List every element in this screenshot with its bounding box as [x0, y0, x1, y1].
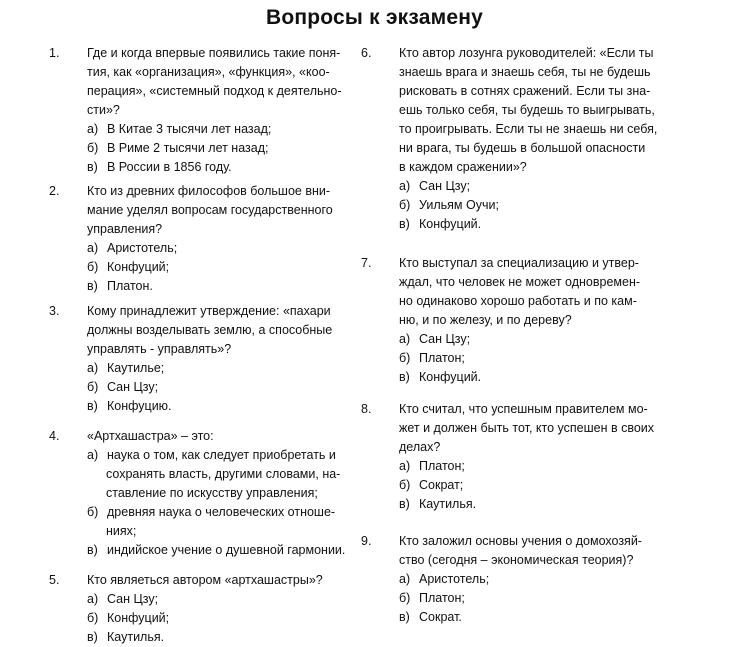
- answer-option: [87, 541, 345, 560]
- answer-option: [87, 139, 268, 158]
- answer-letter: а): [399, 572, 411, 586]
- answer-text: Конфуций;: [107, 611, 170, 625]
- answer-letter: б): [399, 198, 411, 212]
- answer-letter: б): [87, 141, 99, 155]
- answer-letter: в): [87, 399, 98, 413]
- answer-option: [87, 609, 169, 628]
- question-number: 6.: [361, 46, 372, 60]
- answer-text: индийское учение о душевной гармонии.: [107, 543, 346, 557]
- answer-option: [87, 397, 172, 416]
- answer-letter: в): [87, 160, 98, 174]
- answer-option: [87, 378, 158, 397]
- answer-text: Конфуций.: [419, 217, 482, 231]
- answer-letter: а): [87, 448, 99, 462]
- answer-text-continuation: ниях;: [106, 524, 137, 538]
- answer-option: [399, 495, 476, 514]
- answer-text: древняя наука о человеческих отноше-: [107, 505, 336, 519]
- answer-letter: в): [87, 630, 98, 644]
- question-text-line: в каждом сражении»?: [399, 160, 527, 174]
- answer-letter: б): [87, 260, 99, 274]
- answer-option: [399, 196, 499, 215]
- question-text-line: ство (сегодня – экономическая теория)?: [399, 553, 634, 567]
- answer-option: [399, 589, 465, 608]
- answer-text: Сан Цзу;: [107, 380, 159, 394]
- question-text-line: Кто заложил основы учения о домохозяй-: [399, 534, 642, 548]
- answer-option: [399, 368, 481, 387]
- answer-text: В России в 1856 году.: [107, 160, 232, 174]
- answer-letter: а): [87, 361, 99, 375]
- question-text-line: Кто считал, что успешным правителем мо-: [399, 402, 648, 416]
- answer-letter: а): [87, 592, 99, 606]
- question-text-line: делах?: [399, 440, 441, 454]
- answer-text: В Риме 2 тысячи лет назад;: [107, 141, 269, 155]
- answer-option: [399, 476, 463, 495]
- answer-letter: б): [399, 478, 411, 492]
- answer-option: [399, 608, 462, 627]
- answer-text: Платон.: [107, 279, 153, 293]
- answer-letter: б): [399, 591, 411, 605]
- question-text-line: сти»?: [87, 103, 120, 117]
- answer-text: Каутилья.: [107, 630, 165, 644]
- question-number: 7.: [361, 256, 372, 270]
- question-text-line: жет и должен быть тот, кто успешен в своих: [399, 421, 655, 435]
- question-text-line: мание уделял вопросам государственного: [87, 203, 333, 217]
- question-text-line: Где и когда впервые появились такие поня-: [87, 46, 341, 60]
- answer-text: Сократ;: [419, 478, 464, 492]
- question-text-line: Кто автор лозунга руководителей: «Если ты: [399, 46, 654, 60]
- answer-letter: а): [87, 122, 99, 136]
- answer-letter: в): [399, 217, 410, 231]
- answer-text: Уильям Оучи;: [419, 198, 499, 212]
- answer-text: Каутилье;: [107, 361, 165, 375]
- answer-letter: в): [399, 610, 410, 624]
- answer-option: [87, 120, 271, 139]
- question-text-line: ешь только себя, ты будешь то выигрывать,: [399, 103, 655, 117]
- question-number: 9.: [361, 534, 372, 548]
- answer-letter: а): [87, 241, 99, 255]
- question-text-line: тия, как «организация», «функция», «коо-: [87, 65, 330, 79]
- answer-option: [87, 628, 164, 647]
- answer-letter: в): [399, 370, 410, 384]
- question-text-line: Кто выступал за специализацию и утвер-: [399, 256, 639, 270]
- answer-letter: в): [87, 543, 98, 557]
- answer-text: Сан Цзу;: [419, 179, 471, 193]
- answer-text: наука о том, как следует приобретать и: [107, 448, 336, 462]
- answer-option: [399, 215, 481, 234]
- question-number: 8.: [361, 402, 372, 416]
- answer-option: [87, 446, 341, 500]
- question-text-line: Кому принадлежит утверждение: «пахари: [87, 304, 331, 318]
- question-number: 1.: [49, 46, 60, 60]
- question-text-line: ждал, что человек не может одновремен-: [399, 275, 641, 289]
- answer-text: Конфуций.: [419, 370, 482, 384]
- question-number: 3.: [49, 304, 60, 318]
- answer-text: Аристотель;: [419, 572, 490, 586]
- question-text-line: но одинаково хорошо работать и по кам-: [399, 294, 637, 308]
- answer-letter: б): [399, 351, 411, 365]
- answer-letter: а): [399, 179, 411, 193]
- answer-letter: в): [87, 279, 98, 293]
- question-text-line: Кто из древних философов большое вни-: [87, 184, 331, 198]
- answer-letter: а): [399, 459, 411, 473]
- answer-text-continuation: ставление по искусству управления;: [106, 486, 318, 500]
- answer-letter: б): [87, 505, 99, 519]
- question-text-line: то проигрывать. Если ты не знаешь ни себя,: [399, 122, 658, 136]
- answer-letter: б): [87, 611, 99, 625]
- page-title: Вопросы к экзамену: [266, 6, 483, 29]
- question-text-line: рисковать в сотнях сражений. Если ты зна-: [399, 84, 651, 98]
- question-number: 2.: [49, 184, 60, 198]
- answer-option: [87, 239, 177, 258]
- answer-letter: в): [399, 497, 410, 511]
- question-text-line: перация», «системный подход к деятельно-: [87, 84, 342, 98]
- answer-option: [399, 177, 470, 196]
- question-text-line: Кто являеться автором «артхашастры»?: [87, 573, 323, 587]
- answer-option: [87, 503, 336, 538]
- question-text-line: управлять - управлять»?: [87, 342, 232, 356]
- answer-text: Сан Цзу;: [107, 592, 159, 606]
- answer-option: [87, 258, 169, 277]
- answer-text: Сократ.: [419, 610, 462, 624]
- answer-option: [399, 349, 465, 368]
- question-text-line: знаешь врага и знаешь себя, ты не будешь: [399, 65, 651, 79]
- answer-letter: б): [87, 380, 99, 394]
- answer-option: [87, 590, 158, 609]
- answer-text: Платон;: [419, 459, 465, 473]
- question-text-line: ню, и по железу, и по дереву?: [399, 313, 572, 327]
- answer-text: Аристотель;: [107, 241, 178, 255]
- answer-text: Платон;: [419, 591, 465, 605]
- answer-text: Конфуцию.: [107, 399, 172, 413]
- answer-text: Платон;: [419, 351, 465, 365]
- answer-option: [87, 359, 164, 378]
- answer-text: Конфуций;: [107, 260, 170, 274]
- answer-option: [87, 277, 153, 296]
- answer-text: В Китае 3 тысячи лет назад;: [107, 122, 272, 136]
- answer-letter: а): [399, 332, 411, 346]
- question-text-line: должны возделывать землю, а способные: [87, 323, 333, 337]
- answer-option: [399, 570, 489, 589]
- question-text-line: управления?: [87, 222, 163, 236]
- answer-option: [399, 457, 465, 476]
- answer-text: Сан Цзу;: [419, 332, 471, 346]
- question-text-line: ни врага, ты будешь в большой опасности: [399, 141, 646, 155]
- answer-option: [399, 330, 470, 349]
- answer-text: Каутилья.: [419, 497, 477, 511]
- question-number: 4.: [49, 429, 60, 443]
- answer-option: [87, 158, 232, 177]
- answer-text-continuation: сохранять власть, другими словами, на-: [106, 467, 341, 481]
- question-number: 5.: [49, 573, 60, 587]
- question-text-line: «Артхашастра» – это:: [87, 429, 214, 443]
